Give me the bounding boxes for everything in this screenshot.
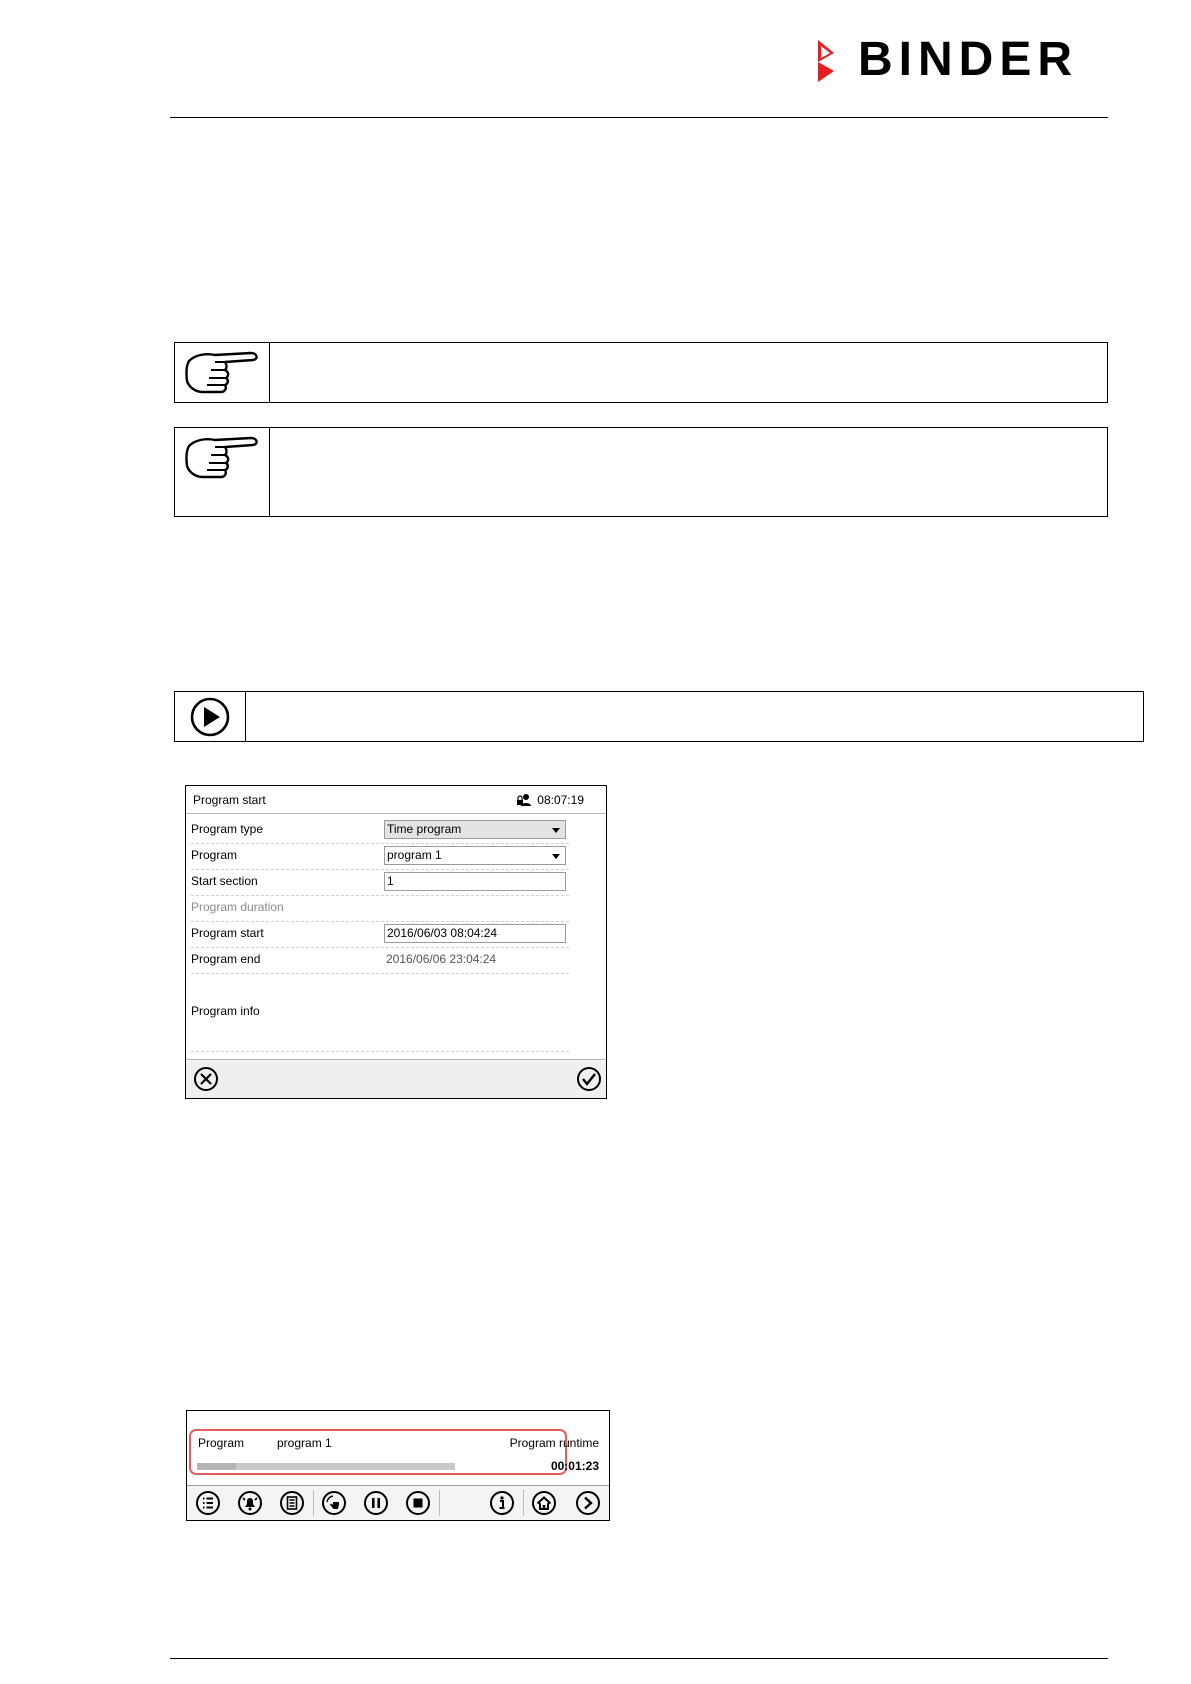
footer-rule: [170, 1658, 1108, 1659]
program-start-input[interactable]: [384, 924, 566, 943]
info-icon[interactable]: [489, 1490, 515, 1516]
cancel-icon[interactable]: [193, 1066, 219, 1092]
note-icon-cell: [175, 428, 270, 516]
toolbar-divider: [439, 1490, 440, 1516]
program-label: Program: [198, 1436, 245, 1450]
program-value: program 1: [387, 848, 442, 862]
row-divider: [191, 843, 569, 844]
brand-name: BINDER: [858, 33, 1079, 86]
row-label-program-start: Program start: [191, 926, 264, 940]
step-box: [174, 691, 1144, 742]
clock: 08:07:19: [537, 793, 584, 807]
program-start-value: 2016/06/03 08:04:24: [387, 926, 498, 940]
manual-mode-icon[interactable]: [321, 1490, 347, 1516]
toolbar-divider: [523, 1490, 524, 1516]
play-icon: [189, 697, 231, 737]
row-label-program-end: Program end: [191, 952, 261, 966]
program-progress-bar: [197, 1463, 455, 1470]
next-icon[interactable]: [575, 1490, 601, 1516]
program-runtime-label: Program runtime: [509, 1436, 599, 1450]
confirm-icon[interactable]: [576, 1066, 602, 1092]
row-label-program-duration: Program duration: [191, 900, 284, 914]
program-run-screen: [186, 1410, 610, 1521]
start-section-input[interactable]: [384, 872, 566, 891]
row-label-program: Program: [191, 848, 238, 862]
chevron-down-icon: [552, 854, 560, 859]
program-name: program 1: [277, 1436, 332, 1450]
note-box: [174, 427, 1108, 517]
row-label-start-section: Start section: [191, 874, 258, 888]
row-divider: [191, 973, 569, 974]
home-icon[interactable]: [531, 1490, 557, 1516]
start-section-value: 1: [387, 874, 394, 888]
note-icon-cell: [175, 343, 270, 402]
row-divider: [191, 895, 569, 896]
screen-footer: [186, 1059, 606, 1098]
program-type-select[interactable]: [384, 820, 566, 839]
row-label-program-info: Program info: [191, 1004, 260, 1018]
row-divider: [191, 921, 569, 922]
program-select[interactable]: [384, 846, 566, 865]
program-end-value: 2016/06/06 23:04:24: [386, 952, 497, 966]
lock-user-icon: [516, 793, 532, 807]
menu-icon[interactable]: [195, 1490, 221, 1516]
row-divider: [191, 1051, 569, 1052]
program-start-screen: [185, 785, 607, 1099]
pointing-hand-icon: [181, 347, 263, 397]
row-label-program-type: Program type: [191, 822, 264, 836]
row-divider: [191, 947, 569, 948]
pointing-hand-icon: [181, 432, 263, 482]
event-list-icon[interactable]: [279, 1490, 305, 1516]
toolbar-divider: [313, 1490, 314, 1516]
stop-icon[interactable]: [405, 1490, 431, 1516]
program-progress-fill: [197, 1463, 236, 1470]
step-icon-cell: [175, 692, 246, 741]
alarm-icon[interactable]: [237, 1490, 263, 1516]
chevron-down-icon: [552, 828, 560, 833]
row-divider: [191, 869, 569, 870]
pause-icon[interactable]: [363, 1490, 389, 1516]
header-divider: [186, 813, 606, 814]
header-rule: [170, 117, 1108, 118]
binder-logo-mark: [818, 40, 848, 82]
program-type-value: Time program: [387, 822, 462, 836]
note-box: [174, 342, 1108, 403]
program-runtime-value: 00:01:23: [550, 1459, 599, 1473]
screen-title: Program start: [193, 793, 266, 807]
main-toolbar: [187, 1485, 609, 1520]
